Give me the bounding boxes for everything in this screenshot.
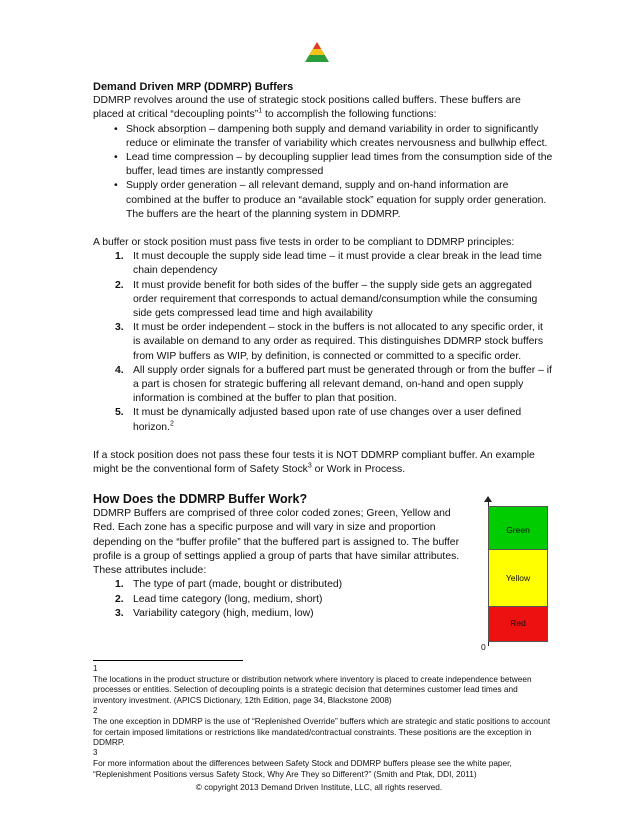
yellow-zone: Yellow (488, 549, 548, 607)
list-item: 1. The type of part (made, bought or distributed) (115, 579, 343, 591)
buffer-paragraph: DDMRP Buffers are comprised of three color coded zones; Green, Yellow and Red. Each zone has a specific purpose and will vary in size and proportion depending on the “buffer profile” that the buffered part is assigned to. The buffer profile is a group of settings applied a group of parts that have similar attributes. These attributes include: (93, 508, 460, 577)
buffer-zone-chart (478, 496, 558, 658)
list-item: 3. It must be order independent – stock in the buffers is not allocated to any specific order, it is available on demand to any order as required. This distinguishes DDMRP stock buffers from WIP buffers as WIP, by definition, is connected or committed to a specific order. (115, 322, 544, 362)
list-item: • Shock absorption – dampening both supply and demand variability in order to significantly reduce or eliminate the transfer of variability which creates nervousness and bullwhip effect. (93, 123, 553, 151)
list-item: 4. All supply order signals for a buffered part must be generated through or from the buffer – if a part is chosen for strategic buffering all relevant demand, on-hand and open supply information is combined at the buffer to plan that position. (115, 364, 552, 405)
compliance-paragraph: If a stock position does not pass these four tests it is NOT DDMRP compliant buffer. An example might be the conventional form of Safety Stock$^3$ or Work in Process. (93, 449, 535, 476)
green-zone: Green (488, 506, 548, 550)
up-arrow-icon (484, 496, 492, 502)
function-list (93, 123, 553, 222)
list-item: 2. It must provide benefit for both sides of the buffer – the supply side gets an aggregated order requirement that corresponds to actual demand/consumption while the consuming side gets compressed lead time and high availability (115, 279, 538, 320)
tests-intro: A buffer or stock position must pass five tests in order to be compliant to DDMRP principles: (93, 237, 515, 249)
footnote: 2 The one exception in DDMRP is the use of “Replenished Override” buffers which are strategic and static positions to account for certain imposed limitations or restrictions like mandated/contractual constraints. These positions are the exception in DDMRP. (93, 706, 551, 748)
axis-zero-label: 0 (481, 642, 486, 652)
footnote: 1 The locations in the product structure or distribution network where inventory is placed to create independence between processes or entities. Selection of decoupling points is a strategic decision that determines customer lead times and inventory investment. (APICS Dictionary, 12th Edition, page 34, Blackstone 2008) (93, 664, 532, 705)
footnote-divider (93, 660, 243, 661)
red-zone: Red (488, 606, 548, 642)
footnote-ref[interactable]: 2 (169, 420, 174, 428)
copyright-footer: © copyright 2013 Demand Driven Institute, LLC, all rights reserved. (195, 782, 443, 792)
section-title: Demand Driven MRP (DDMRP) Buffers (93, 81, 294, 93)
footnotes (93, 664, 553, 780)
list-item: 2. Lead time category (long, medium, short) (115, 593, 323, 605)
footnote-ref[interactable]: 3 (307, 462, 312, 470)
tests-list (93, 250, 553, 435)
intro-paragraph: DDMRP revolves around the use of strategic stock positions called buffers. These buffers are placed at critical “decoupling points”$^1$ to accomplish the following functions: (93, 95, 521, 121)
list-item: 5. It must be dynamically adjusted based upon rate of use changes over a user defined horizon.$^2$ (115, 407, 522, 433)
list-item: 1. It must decouple the supply side lead time – it must provide a clear break in the lead time chain dependency (115, 251, 542, 277)
list-item: • Supply order generation – all relevant demand, supply and on-hand information are combined at the buffer to produce an “available stock” equation for supply order generation. The buffers are the heart of the planning system in DDMRP. (93, 179, 553, 222)
triangle-logo-icon (304, 40, 330, 64)
footnote: 3 For more information about the differences between Safety Stock and DDMRP buffers please see the white paper, “Replenishment Positions versus Safety Stock, Why Are They so Different?” (Smith and Ptak, DDI, 2011) (93, 748, 512, 779)
section-title: How Does the DDMRP Buffer Work? (93, 492, 308, 507)
list-item: 3. Variability category (high, medium, low) (115, 607, 314, 619)
footnote-ref[interactable]: 1 (258, 107, 263, 115)
list-item: • Lead time compression – by decoupling supplier lead times from the consumption side of the buffer, lead times are instantly compressed (93, 151, 553, 179)
